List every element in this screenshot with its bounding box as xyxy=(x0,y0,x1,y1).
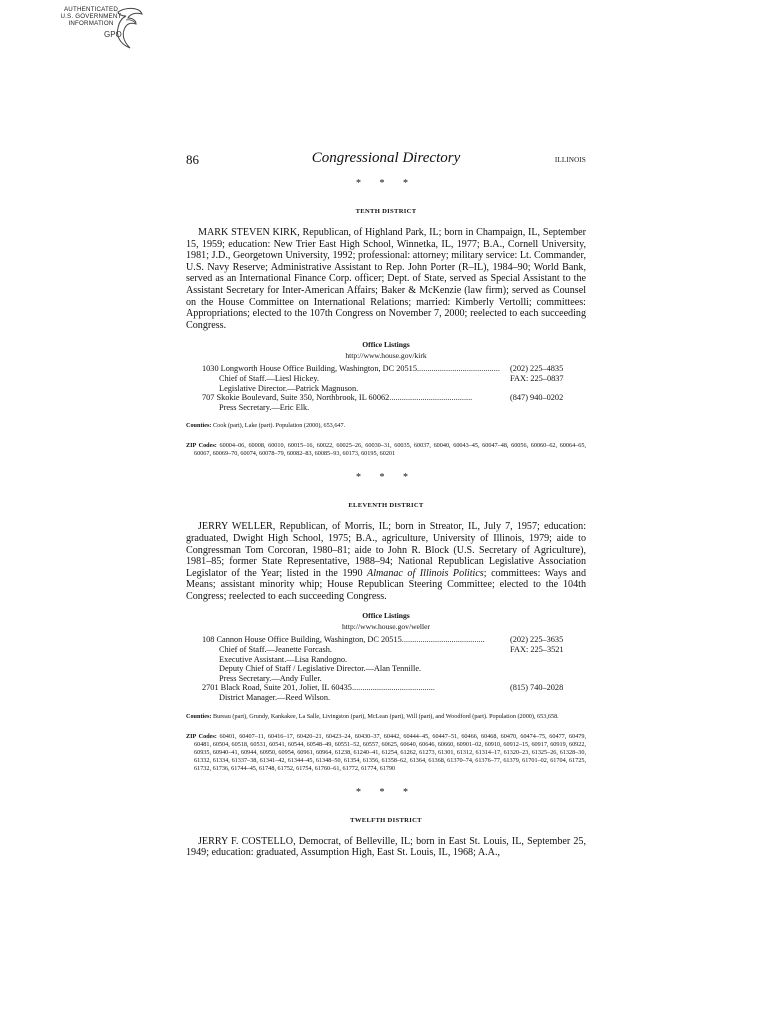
zip-text: 60004–06, 60008, 60010, 60015–16, 60022, 60025–26, 60030–31, 60035, 60037, 60040, 60043–45, 60047–48, 60056, 60060–62, 60064–65, 60067, 60069–70, 60074, 60078–79, 60082–83, 60085–93, 60173, 60195, 60201 xyxy=(194,442,587,458)
office-row xyxy=(186,403,586,413)
zip-label: ZIP Codes: xyxy=(186,732,217,740)
office-listing xyxy=(186,635,586,702)
counties-text: Bureau (part), Grundy, Kankakee, La Salle, Livingston (part), McLean (part), Will (part), and Woodford (part). Population (2000), 653,658. xyxy=(213,712,559,720)
counties xyxy=(186,422,586,430)
zip-label: ZIP Codes: xyxy=(186,442,217,450)
office-row xyxy=(186,664,586,674)
phone-number xyxy=(510,674,586,684)
gpo-authentication-seal xyxy=(56,6,156,50)
office-url[interactable]: http://www.house.gov/weller xyxy=(341,622,431,632)
leader-dots: ........................................ xyxy=(401,635,485,645)
district-heading: TENTH DISTRICT xyxy=(355,208,417,215)
running-header xyxy=(186,150,586,170)
office-url[interactable]: http://www.house.gov/kirk xyxy=(345,351,427,361)
counties-text: Cook (part), Lake (part). Population (2000), 653,647. xyxy=(213,422,346,430)
phone-number: (202) 225–3635 xyxy=(510,635,564,645)
staff-entry: Deputy Chief of Staff / Legislative Director.—Alan Tennille. xyxy=(219,664,422,674)
seal-line: AUTHENTICATED xyxy=(63,6,119,13)
office-row xyxy=(186,683,586,693)
representative-bio xyxy=(186,227,586,331)
fax-number: FAX: 225–0837 xyxy=(510,373,564,383)
phone-number: (815) 740–2028 xyxy=(510,683,564,693)
counties xyxy=(186,713,586,721)
zip-codes xyxy=(186,442,586,458)
representative-bio xyxy=(186,521,586,602)
phone-number xyxy=(510,664,586,674)
staff-entry: Chief of Staff.—Liesl Hickey. xyxy=(219,373,319,383)
bio-text: ; committees: Ways and Means; assistant minority whip; House Republican Steering Committee; elected to the 104th Congress; reelected to each succeeding Congress. xyxy=(186,567,586,602)
office-row xyxy=(186,655,586,665)
representative-name: JERRY F. COSTELLO xyxy=(198,835,294,847)
leader-dots: ........................................ xyxy=(351,683,435,693)
office-row xyxy=(186,674,586,684)
office-address: 1030 Longworth House Office Building, Washington, DC 20515 xyxy=(202,364,417,374)
bio-text: , Republican, of Highland Park, IL; born in Champaign, IL, September 15, 1959; education: New Trier East High School, Winnetka, IL, 1977; B.A., Cornell University, 1981; J.D., Georgetown University, 1992; professional: attorney; military service: Lt. Commander, U.S. Navy Reserve; Administrative Assistant to Rep. John Porter (R–IL), 1984–90; World Bank, served as an International Finance Corp. officer; Dept. of State, served as Special Assistant to the Assistant Secretary for Inter-American Affairs; Baker & McKenzie (law firm); served as Counsel on the House Committee on International Relations; married: Kimberly Vertolli; committees: Appropriations; elected to the 107th Congress on November 7, 2000; reelected to each succeeding Congress. xyxy=(186,227,586,331)
office-address: 2701 Black Road, Suite 201, Joliet, IL 60435 xyxy=(202,683,352,693)
seal-line: U.S. GOVERNMENT xyxy=(60,13,122,20)
leader-dots: ........................................ xyxy=(389,393,473,403)
phone-number: (202) 225–4835 xyxy=(510,364,564,374)
district-heading: TWELFTH DISTRICT xyxy=(350,816,422,824)
eagle-icon xyxy=(114,6,144,50)
state-label: ILLINOIS xyxy=(554,156,586,164)
section-separator: * * * xyxy=(356,472,416,484)
representative-name: MARK STEVEN KIRK xyxy=(198,227,298,238)
staff-entry: District Manager.—Reed Wilson. xyxy=(219,693,331,703)
seal-gpo-mark: GPO xyxy=(104,30,122,39)
bio-text: , Democrat, of Belleville, IL; born in East St. Louis, IL, September 25, 1949; education: graduated, Assumption High, East St. Louis, IL, 1968; A.A., xyxy=(186,835,586,859)
phone-number: (847) 940–0202 xyxy=(510,393,564,403)
phone-number xyxy=(510,655,586,665)
office-address: 707 Skokie Boulevard, Suite 350, Northbrook, IL 60062 xyxy=(202,393,390,403)
zip-text: 60401, 60407–11, 60416–17, 60420–21, 60423–24, 60430–37, 60442, 60444–45, 60447–51, 60466, 60468, 60470, 60474–75, 60477, 60479, 60481, 60504, 60518, 60531, 60541, 60544, 60548–49, 60551–52, 60557, 60625, 60640, 60646, 60660, 60901–02, 60910, 60912–15, 60917, 60919, 60922, 60935, 60940–41, 60944, 60950, 60954, 60961, 60964, 61238, 61240–41, 61254, 61262, 61273, 61301, 61312, 61314–17, 61320–23, 61325–26, 61328–30, 61332, 61334, 61337–38, 61341–42, 61344–45, 61348–50, 61354, 61356, 61358–62, 61364, 61368, 61370–74, 61376–77, 61379, 61701–02, 61704, 61725, 61732, 61736, 61744–45, 61748, 61752, 61754, 61760–61, 61772, 61774, 61790 xyxy=(194,732,587,772)
office-row xyxy=(186,693,586,703)
counties-label: Counties: xyxy=(186,422,212,430)
bio-italic-title: Almanac of Illinois Politics xyxy=(367,567,484,579)
seal-line: INFORMATION xyxy=(68,20,114,27)
counties-label: Counties: xyxy=(186,712,212,720)
office-row xyxy=(186,384,586,394)
phone-number xyxy=(510,403,586,413)
office-row xyxy=(186,645,586,655)
district-heading: ELEVENTH DISTRICT xyxy=(348,502,424,510)
bio-text: , Republican, of Morris, IL; born in Streator, IL, July 7, 1957; education: graduated, Dwight High School, 1975; B.A., agriculture, University of Illinois, 1979; aide to Congressman Tom Corcoran, 1980–81; aide to John R. Block (U.S. Secretary of Agriculture), 1981–85; former State Representative, 1988–94; National Republican Legislative Association Legislator of the Year; listed in the 1990 xyxy=(186,521,586,579)
staff-entry: Press Secretary.—Andy Fuller. xyxy=(219,673,322,683)
office-row xyxy=(186,393,586,403)
phone-number xyxy=(510,693,586,703)
page-number: 86 xyxy=(186,152,199,167)
leader-dots: ........................................ xyxy=(416,364,500,374)
office-address: 108 Cannon House Office Building, Washington, DC 20515 xyxy=(202,635,402,645)
zip-codes xyxy=(186,733,586,773)
office-row xyxy=(186,364,586,374)
page-title: Congressional Directory xyxy=(311,150,461,166)
office-row xyxy=(186,374,586,384)
staff-entry: Legislative Director.—Patrick Magnuson. xyxy=(219,383,359,393)
staff-entry: Chief of Staff.—Jeanette Forcash. xyxy=(219,645,332,655)
representative-bio xyxy=(186,836,586,859)
section-separator: * * * xyxy=(356,178,416,189)
fax-number: FAX: 225–3521 xyxy=(510,645,564,655)
section-separator: * * * xyxy=(356,786,416,798)
directory-page xyxy=(186,150,586,859)
office-listing xyxy=(186,364,586,412)
office-row xyxy=(186,635,586,645)
office-listings-heading: Office Listings xyxy=(362,340,410,350)
office-listings-heading: Office Listings xyxy=(362,611,410,621)
representative-name: JERRY WELLER xyxy=(198,521,273,533)
staff-entry: Press Secretary.—Eric Elk. xyxy=(219,402,310,412)
phone-number xyxy=(510,384,586,394)
staff-entry: Executive Assistant.—Lisa Randogno. xyxy=(219,654,348,664)
